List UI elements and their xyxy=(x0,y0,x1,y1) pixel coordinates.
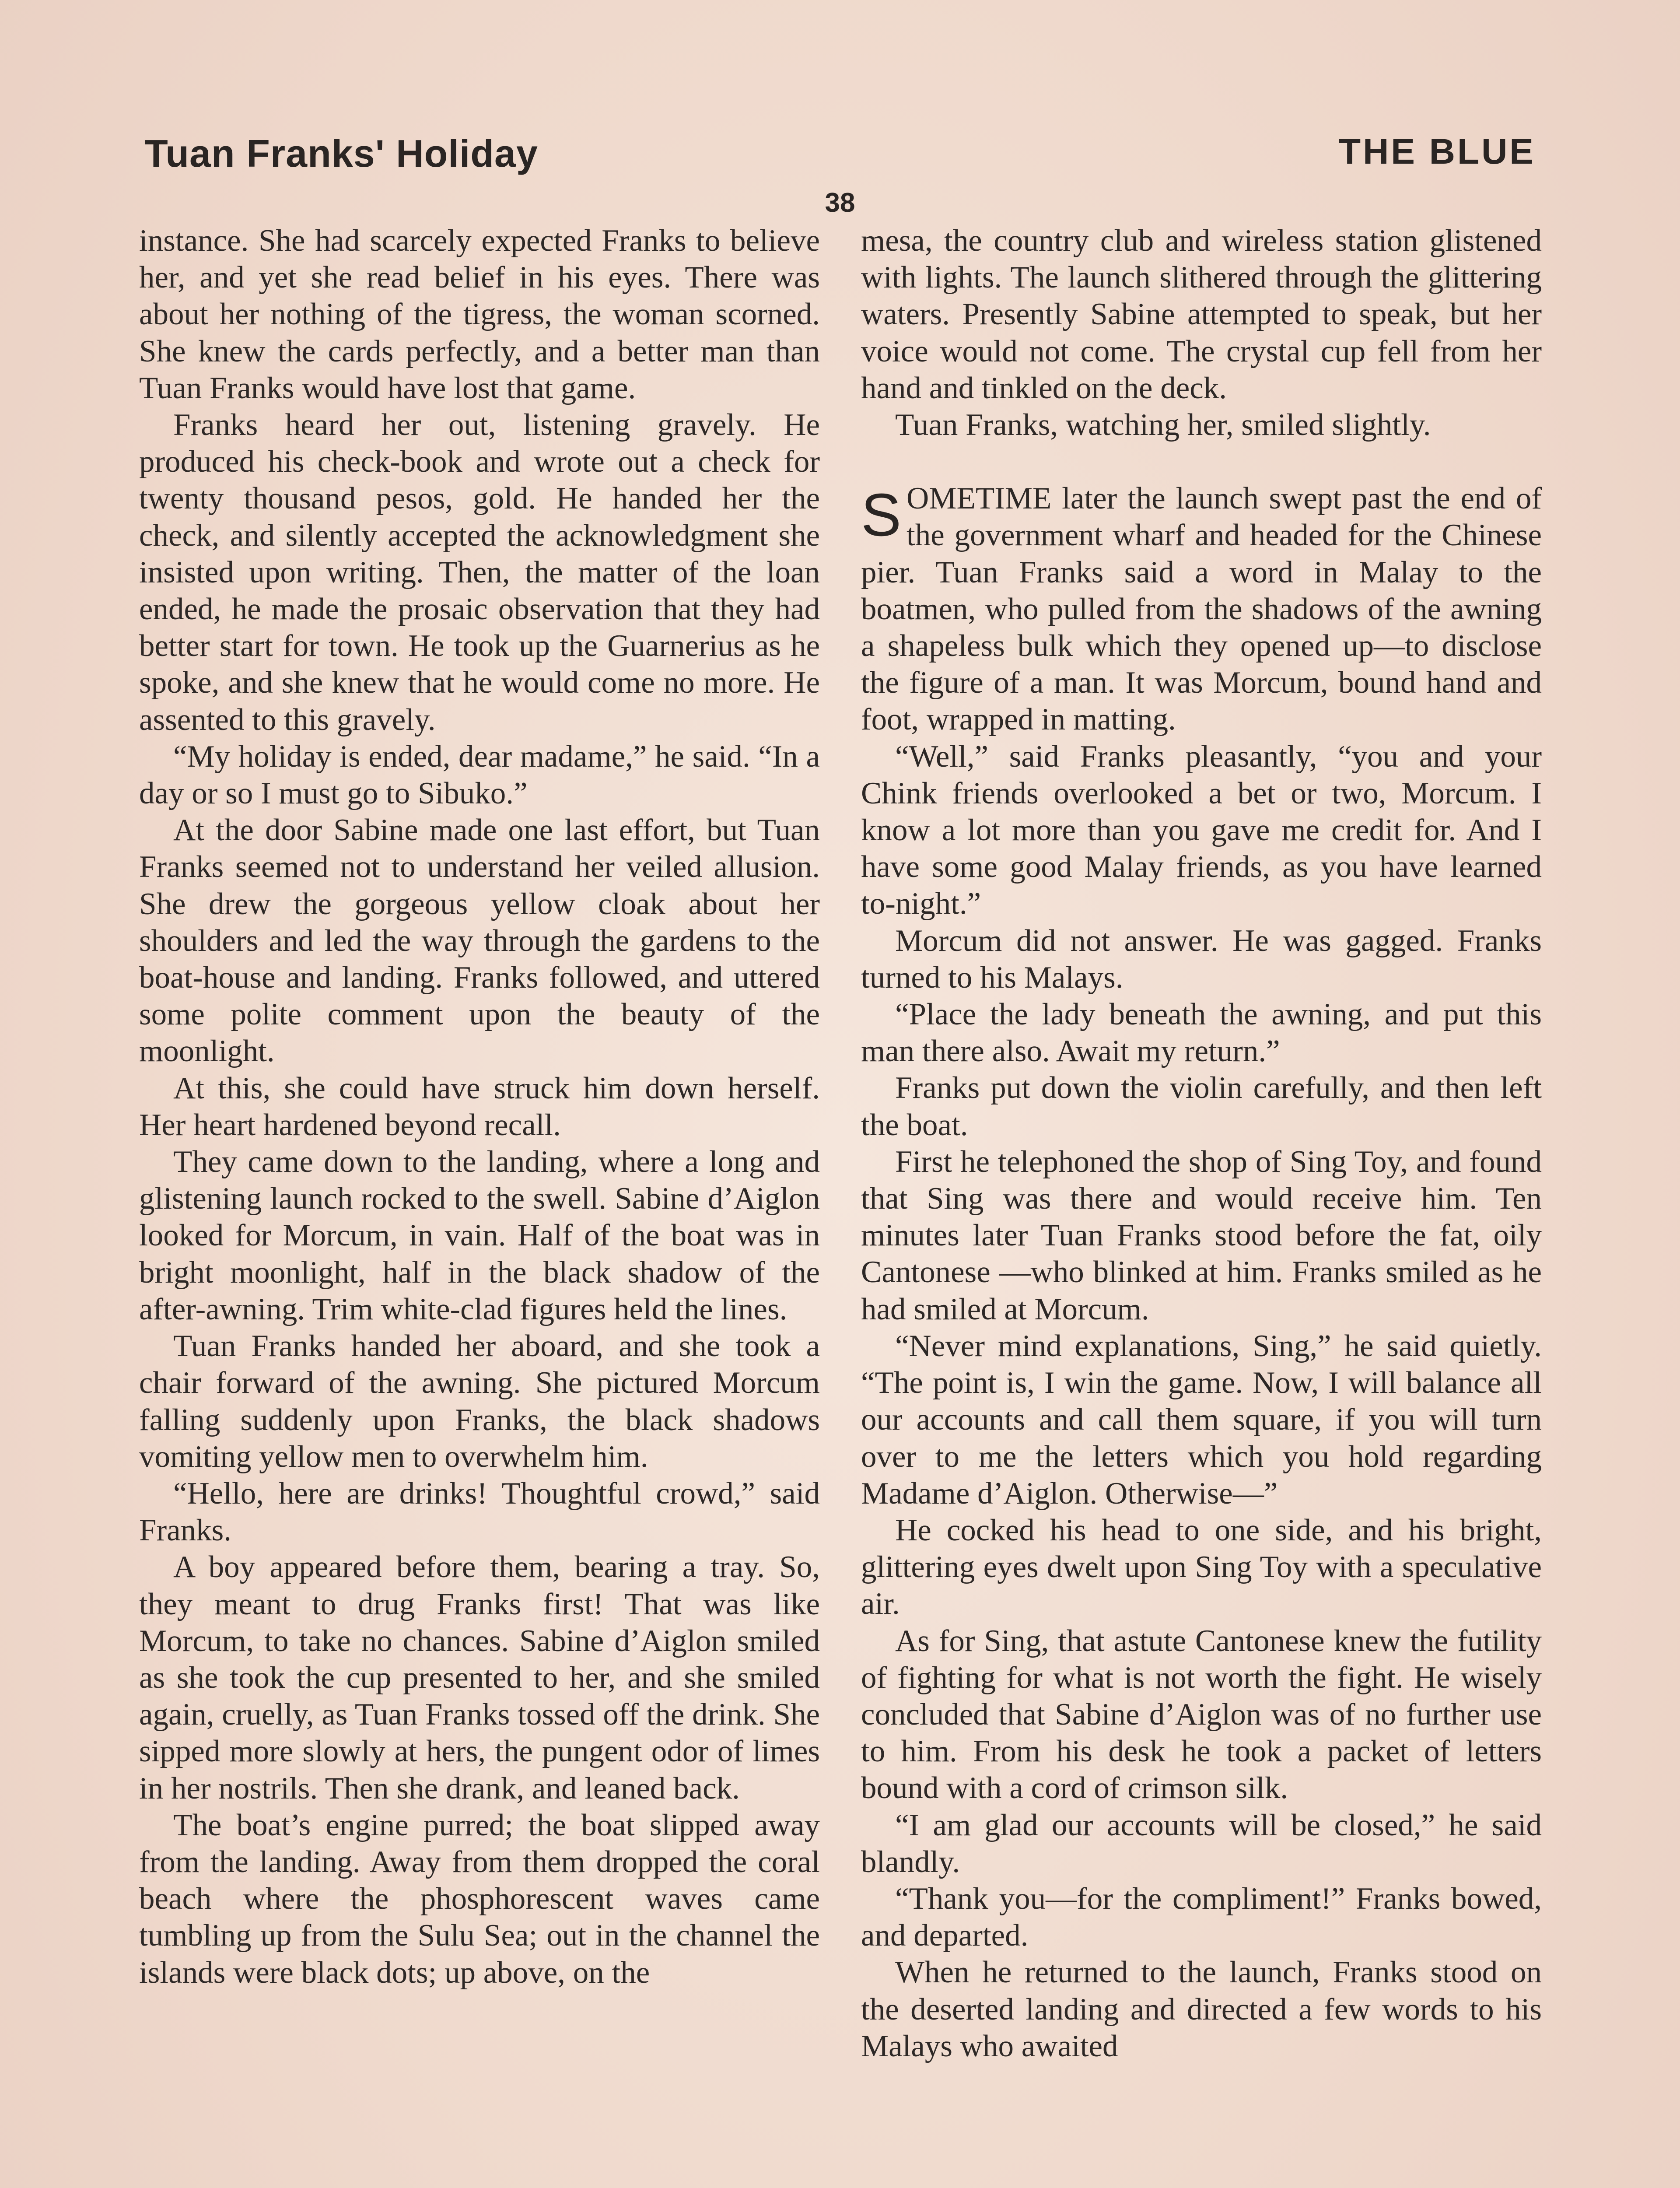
magazine-name: THE BLUE xyxy=(1339,132,1536,172)
paragraph-text: “Never mind explanations, Sing,” he said quietly. “The point is, I win the game. Now, I will balance all our accounts and call them square, if you will turn over to me the letters which you hold regarding Madame d’Aiglon. Otherwise—” xyxy=(861,1329,1542,1511)
paragraph-text: “Well,” said Franks pleasantly, “you and your Chink friends overlooked a bet or two, Morcum. I know a lot more than you gave me credit for. And I have some good Malay friends, as you have learned to-night.” xyxy=(861,739,1542,921)
paragraph-text: The boat’s engine purred; the boat slipped away from the landing. Away from them dropped the coral beach where the phosphorescent waves came tumbling up from the Sulu Sea; out in the channel the islands were black dots; up above, on the xyxy=(139,1808,820,1990)
paragraph xyxy=(139,738,820,812)
paragraph xyxy=(861,1623,1542,1807)
paragraph xyxy=(861,1512,1542,1623)
paragraph-text: “Place the lady beneath the awning, and put this man there also. Await my return.” xyxy=(861,997,1542,1069)
paragraph-text: “I am glad our accounts will be closed,” he said blandly. xyxy=(861,1808,1542,1879)
paragraph xyxy=(139,1070,820,1143)
paragraph xyxy=(139,407,820,738)
paragraph-text: OMETIME later the launch swept past the end of the government wharf and headed for the Chinese pier. Tuan Franks said a word in Malay to the boatmen, who pulled from the shadows of the awning a shapeless bulk which they opened up—to disclose the figure of a man. It was Morcum, bound hand and foot, wrapped in matting. xyxy=(861,481,1542,737)
drop-cap: S xyxy=(861,481,902,549)
paragraph xyxy=(861,222,1542,407)
paragraph xyxy=(861,407,1542,443)
paragraph xyxy=(139,1807,820,1991)
paragraph xyxy=(139,222,820,407)
paragraph-text: When he returned to the launch, Franks stood on the deserted landing and directed a few words to his Malays who awaited xyxy=(861,1955,1542,2063)
paragraph-text: Tuan Franks, watching her, smiled slightly. xyxy=(895,408,1431,442)
paragraph-text: Morcum did not answer. He was gagged. Franks turned to his Malays. xyxy=(861,923,1542,995)
paragraph-text: “My holiday is ended, dear madame,” he said. “In a day or so I must go to Sibuko.” xyxy=(139,739,820,811)
paragraph xyxy=(861,922,1542,996)
paragraph xyxy=(139,1549,820,1806)
paragraph xyxy=(861,1807,1542,1880)
page-header xyxy=(144,131,1536,193)
right-column xyxy=(861,222,1542,2188)
paragraph-text: A boy appeared before them, bearing a tray. So, they meant to drug Franks first! That was like Morcum, to take no chances. Sabine d’Aiglon smiled as she took the cup presented to her, and she smiled again, cruelly, as Tuan Franks tossed off the drink. She sipped more slowly at hers, the pungent odor of limes in her nostrils. Then she drank, and leaned back. xyxy=(139,1550,820,1806)
paragraph-text: “Hello, here are drinks! Thoughtful crowd,” said Franks. xyxy=(139,1476,820,1548)
page-number: 38 xyxy=(825,188,855,218)
paragraph-text: mesa, the country club and wireless station glistened with lights. The launch slithered through the glittering waters. Presently Sabine attempted to speak, but her voice would not come. The crystal cup fell from her hand and tinkled on the deck. xyxy=(861,224,1542,405)
paragraph xyxy=(861,1880,1542,1954)
paragraph-text: They came down to the landing, where a long and glistening launch rocked to the swell. Sabine d’Aiglon looked for Morcum, in vain. Half of the boat was in bright moonlight, half in the black shadow of the after-awning. Trim white-clad figures held the lines. xyxy=(139,1145,820,1326)
paragraph-text: instance. She had scarcely expected Franks to believe her, and yet she read belief in his eyes. There was about her nothing of the tigress, the woman scorned. She knew the cards perfectly, and a better man than Tuan Franks would have lost that game. xyxy=(139,224,820,405)
paragraph xyxy=(861,1143,1542,1328)
left-column xyxy=(139,222,820,2188)
paragraph-text: Franks put down the violin carefully, and then left the boat. xyxy=(861,1071,1542,1142)
paragraph xyxy=(139,812,820,1069)
paragraph-text: Franks heard her out, listening gravely. He produced his check-book and wrote out a check for twenty thousand pesos, gold. He handed her the check, and silently accepted the acknowledgment she insisted upon writing. Then, the matter of the loan ended, he made the prosaic observation that they had better start for town. He took up the Guarnerius as he spoke, and she knew that he would come no more. He assented to this gravely. xyxy=(139,408,820,737)
paragraph-text: At this, she could have struck him down herself. Her heart hardened beyond recall. xyxy=(139,1071,820,1142)
paragraph xyxy=(139,1475,820,1549)
paragraph xyxy=(861,480,1542,738)
paragraph xyxy=(861,996,1542,1069)
paragraph xyxy=(861,1328,1542,1512)
paragraph xyxy=(861,738,1542,922)
paragraph-text: “Thank you—for the compliment!” Franks bowed, and departed. xyxy=(861,1881,1542,1953)
text-columns xyxy=(139,222,1542,2188)
paragraph-text: He cocked his head to one side, and his bright, glittering eyes dwelt upon Sing Toy with a speculative air. xyxy=(861,1513,1542,1621)
paragraph-text: As for Sing, that astute Cantonese knew the futility of fighting for what is not worth the fight. He wisely concluded that Sabine d’Aiglon was of no further use to him. From his desk he took a packet of letters bound with a cord of crimson silk. xyxy=(861,1623,1542,1806)
paragraph xyxy=(861,1954,1542,2065)
paragraph xyxy=(139,1328,820,1475)
paragraph xyxy=(139,1143,820,1328)
paragraph-text: First he telephoned the shop of Sing Toy, and found that Sing was there and would receive him. Ten minutes later Tuan Franks stood before the fat, oily Cantonese —who blinked at him. Franks smiled as he had smiled at Morcum. xyxy=(861,1144,1542,1326)
paragraph-text: At the door Sabine made one last effort, but Tuan Franks seemed not to understand her veiled allusion. She drew the gorgeous yellow cloak about her shoulders and led the way through the gardens to the boat-house and landing. Franks followed, and uttered some polite comment upon the beauty of the moonlight. xyxy=(139,813,820,1069)
paragraph-text: Tuan Franks handed her aboard, and she took a chair forward of the awning. She pictured Morcum falling suddenly upon Franks, the black shadows vomiting yellow men to overwhelm him. xyxy=(139,1329,820,1474)
story-title: Tuan Franks' Holiday xyxy=(144,132,538,175)
paragraph xyxy=(861,1069,1542,1143)
